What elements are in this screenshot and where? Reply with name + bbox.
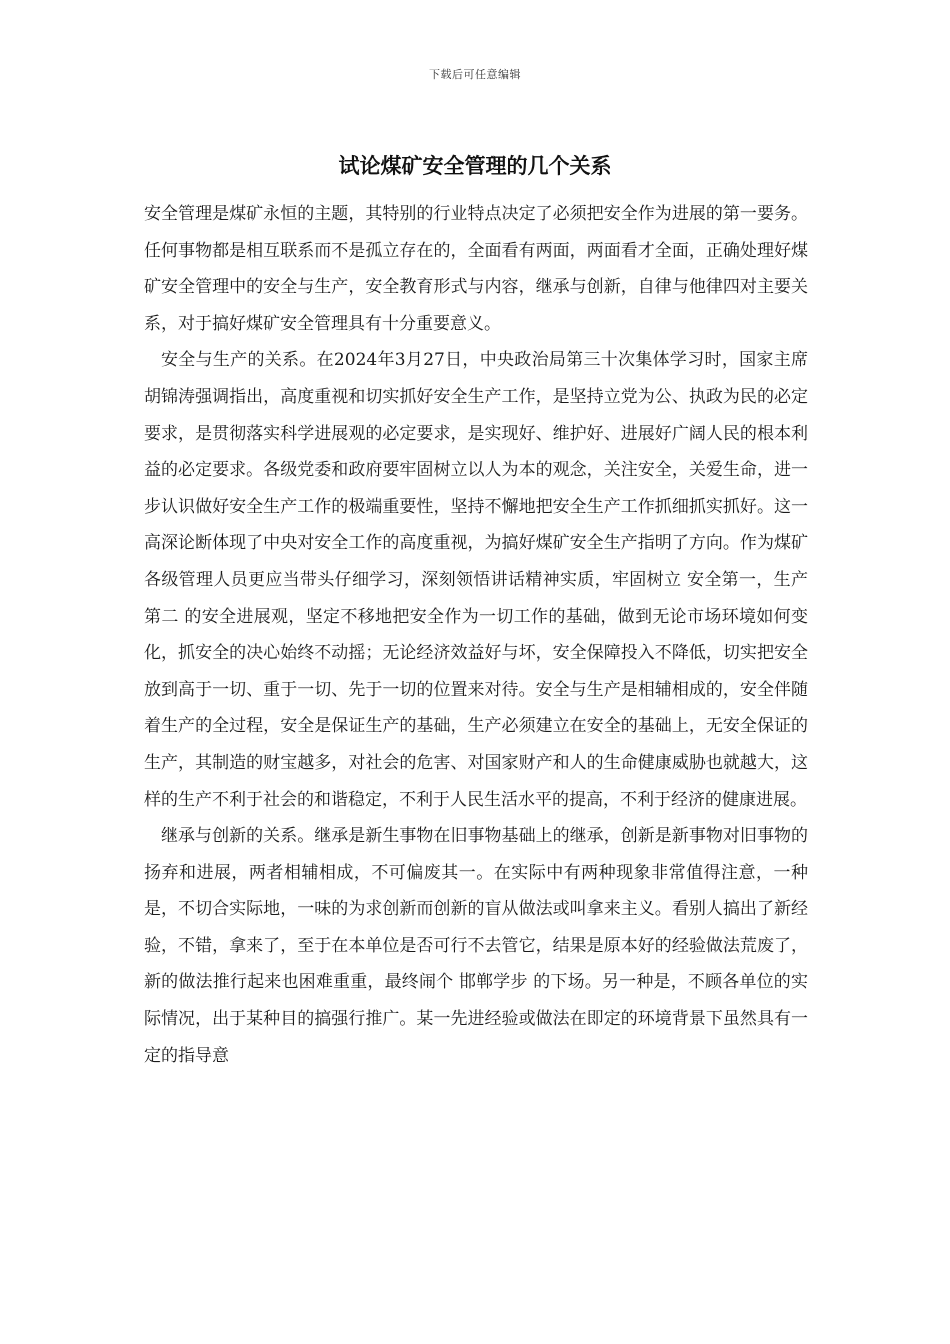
paragraph-safety-production: 安全与生产的关系。在2024年3月27日，中央政治局第三十次集体学习时，国家主席胡锦涛强调指出，高度重视和切实抓好安全生产工作，是坚持立党为公、执政为民的必定要求，是贯彻落实科学进展观的必定要求，是实现好、维护好、进展好广阔人民的根本利益的必定要求。各级党委和政府要牢固树立以人为本的观念，关注安全，关爱生命，进一步认识做好安全生产工作的极端重要性，坚持不懈地把安全生产工作抓细抓实抓好。这一高深论断体现了中央对安全工作的高度重视，为搞好煤矿安全生产指明了方向。作为煤矿各级管理人员更应当带头仔细学习，深刻领悟讲话精神实质，牢固树立 安全第一，生产第二 的安全进展观，坚定不移地把安全作为一切工作的基础，做到无论市场环境如何变化，抓安全的决心始终不动摇；无论经济效益好与坏，安全保障投入不降低，切实把安全放到高于一切、重于一切、先于一切的位置来对待。安全与生产是相辅相成的，安全伴随着生产的全过程，安全是保证生产的基础，生产必须建立在安全的基础上，无安全保证的生产，其制造的财宝越多，对社会的危害、对国家财产和人的生命健康威胁也就越大，这样的生产不利于社会的和谐稳定，不利于人民生活水平的提高，不利于经济的健康进展。: [144, 350, 808, 810]
document-body: [144, 196, 808, 1074]
header-note: 下载后可任意编辑: [429, 68, 521, 81]
document-title: 试论煤矿安全管理的几个关系: [338, 154, 612, 178]
paragraph-inheritance-innovation: 继承与创新的关系。继承是新生事物在旧事物基础上的继承，创新是新事物对旧事物的扬弃和进展，两者相辅相成，不可偏废其一。在实际中有两种现象非常值得注意，一种是，不切合实际地，一味的为求创新而创新的盲从做法或叫拿来主义。看别人搞出了新经验，不错，拿来了，至于在本单位是否可行不去管它，结果是原本好的经验做法荒废了，新的做法推行起来也困难重重，最终闹个 邯郸学步 的下场。另一种是，不顾各单位的实际情况，出于某种目的搞强行推广。某一先进经验或做法在即定的环境背景下虽然具有一定的指导意: [144, 826, 808, 1066]
paragraph-intro: 安全管理是煤矿永恒的主题，其特别的行业特点决定了必须把安全作为进展的第一要务。任何事物都是相互联系而不是孤立存在的，全面看有两面，两面看才全面，正确处理好煤矿安全管理中的安全与生产，安全教育形式与内容，继承与创新，自律与他律四对主要关系，对于搞好煤矿安全管理具有十分重要意义。: [144, 204, 808, 334]
